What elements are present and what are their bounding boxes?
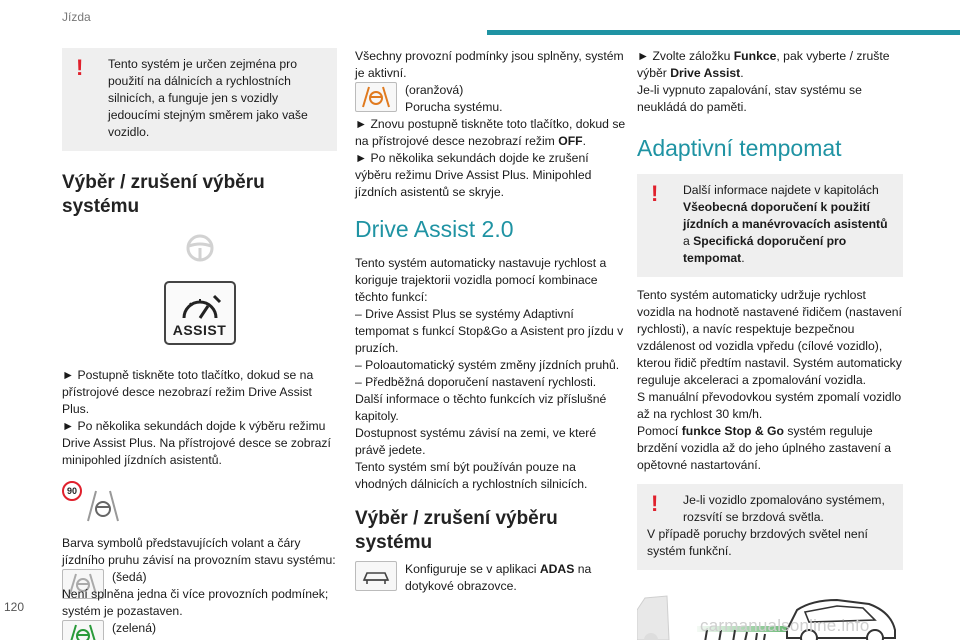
watermark: carmanualsonline.info: [700, 616, 870, 635]
section-heading: Výběr / zrušení výběru systému: [62, 172, 265, 217]
status-grey-row: [62, 569, 337, 620]
config-text: Konfiguruje se v aplikaci ADAS na dotykové obrazovce.: [405, 562, 592, 593]
steering-wheel-icon: [185, 233, 215, 263]
paragraph: – Drive Assist Plus se systémy Adaptivní tempomat s funkcí Stop&Go a Asistent pro jízdu v pruzích.: [355, 307, 624, 355]
paragraph: Pomocí funkce Stop & Go systém reguluje brzdění vozidla až do jeho úplného zastavení a opětovné nastartování.: [637, 424, 892, 472]
status-orange-row: [355, 82, 627, 116]
status-label: (šedá): [112, 570, 147, 584]
paragraph: Tento systém smí být používán pouze na vhodných dálnicích a rychlostních silnicích.: [355, 460, 588, 491]
lane-assist-icon: [82, 489, 124, 523]
status-text: Porucha systému.: [405, 100, 503, 114]
paragraph: Tento systém automaticky nastavuje rychlost a koriguje trajektorii vozidla pomocí kombinace těchto funkcí:: [355, 256, 607, 304]
assist-gauge-icon: [178, 294, 222, 322]
section-title: Drive Assist 2.0: [355, 216, 514, 242]
section-heading: Výběr / zrušení výběru systému: [355, 508, 558, 553]
status-text: Není splněna jedna či více provozních podmínek; systém je pozastaven.: [62, 587, 329, 618]
warning-icon: !: [651, 491, 659, 516]
status-green-row: [62, 620, 337, 640]
header-section-title: Jízda: [62, 10, 91, 24]
warning-text: Je-li vozidlo zpomalováno systémem, rozsvítí se brzdová světla.: [683, 493, 885, 524]
warning-box: [637, 484, 903, 570]
paragraph: ► Postupně tiskněte toto tlačítko, dokud se na přístrojové desce nezobrazí režim Drive Assist Plus.: [62, 368, 314, 416]
paragraph: ► Zvolte záložku Funkce, pak vyberte / zrušte výběr Drive Assist.: [637, 49, 890, 80]
steering-wheel-figure: [62, 233, 337, 263]
warning-text: V případě poruchy brzdových světel není systém funkční.: [647, 527, 868, 558]
paragraph: Další informace o těchto funkcích viz příslušné kapitoly.: [355, 392, 607, 423]
paragraph: S manuální převodovkou systém zpomalí vozidlo až na rychlost 30 km/h.: [637, 390, 902, 421]
assist-label: ASSIST: [172, 322, 227, 338]
warning-text: Tento systém je určen zejména pro použití na dálnicích a rychlostních silnicích, a funguje jen s vozidly jedoucími stejným směrem jako vaše vozidlo.: [108, 57, 308, 139]
header-accent-bar: [487, 30, 960, 35]
paragraph: – Poloautomatický systém změny jízdních pruhů.: [355, 358, 620, 372]
warning-icon: !: [651, 181, 659, 206]
warning-icon: !: [76, 55, 84, 80]
paragraph: Je-li vypnuto zapalování, stav systému se neukládá do paměti.: [637, 83, 862, 114]
speed-limit-badge-icon: 90: [62, 481, 82, 501]
lane-car-orange-icon: [355, 82, 397, 112]
paragraph: Barva symbolů představujících volant a čáry jízdního pruhu závisí na provozním stavu systému:: [62, 536, 336, 567]
column-left: [62, 48, 337, 640]
page-number: 120: [4, 600, 25, 614]
status-label: (oranžová): [405, 83, 464, 97]
column-right: [637, 48, 903, 640]
paragraph: ► Po několika sekundách dojde k výběru režimu Drive Assist Plus. Na přístrojové desce se zobrazí minipohled jízdních asistentů.: [62, 419, 331, 467]
paragraph: Dostupnost systému závisí na zemi, ve které právě jedete.: [355, 426, 597, 457]
column-middle: [355, 48, 627, 595]
paragraph: – Předběžná doporučení nastavení rychlosti.: [355, 375, 597, 389]
config-row: [355, 561, 627, 595]
paragraph: Tento systém automaticky udržuje rychlost vozidla na hodnotě nastavené řidičem (nastavení rychlosti), a navíc respektuje bezpečnou vzdálenost od vozidla vpředu (cílové vozidlo), kterou řidič předtím nastavil. Systém automaticky reguluje akceleraci a zpomalování vozidla.: [637, 288, 902, 387]
car-outline-icon: [355, 561, 397, 591]
minipohled-figure: [62, 481, 126, 525]
paragraph: Všechny provozní podmínky jsou splněny, systém je aktivní.: [355, 49, 624, 80]
warning-text: Další informace najdete v kapitolách Všeobecná doporučení k použití jízdních a manévrovacích asistentů a Specifická doporučení pro tempomat.: [683, 183, 888, 265]
warning-box: [62, 48, 337, 151]
lane-car-green-icon: [62, 620, 104, 640]
assist-button: [164, 281, 236, 345]
paragraph: ► Po několika sekundách dojde ke zrušení výběru režimu Drive Assist Plus. Minipohled jízdních asistentů se skryje.: [355, 151, 592, 199]
paragraph: ► Znovu postupně tiskněte toto tlačítko, dokud se na přístrojové desce nezobrazí režim OFF.: [355, 117, 626, 148]
warning-box: [637, 174, 903, 277]
status-label: (zelená): [112, 621, 157, 635]
section-title: Adaptivní tempomat: [637, 135, 842, 161]
